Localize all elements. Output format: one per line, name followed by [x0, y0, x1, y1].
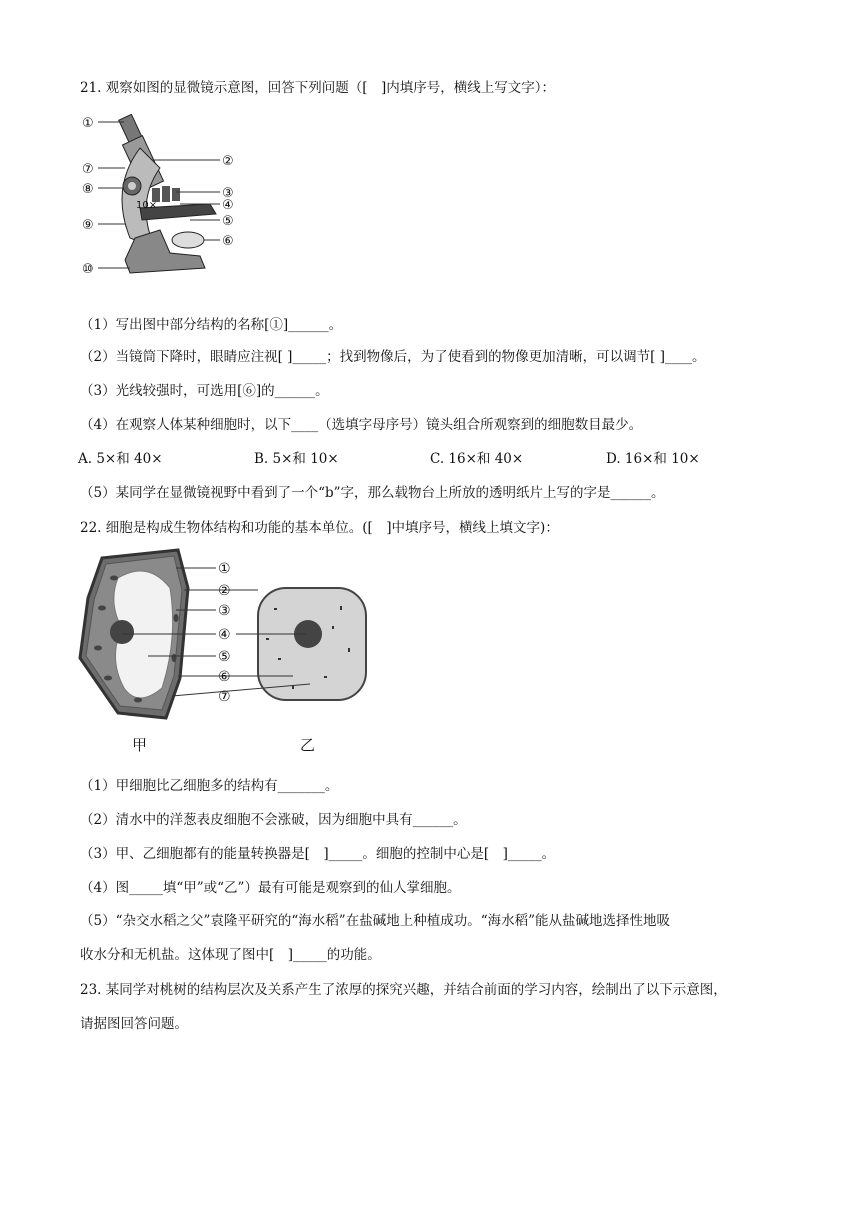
q22-sub5-line2: 收水分和无机盐。这体现了图中[ ]_____的功能。: [80, 947, 381, 963]
q21-sub3: （3）光线较强时，可选用[⑥]的______。: [80, 383, 329, 399]
q22-sub4: （4）图_____填“甲”或“乙”）最有可能是观察到的仙人掌细胞。: [80, 880, 461, 896]
q21-option-a: A. 5×和 40×: [78, 451, 163, 467]
q22-sub5-line1: （5）“杂交水稻之父”袁隆平研究的“海水稻”在盐碱地上种植成功。“海水稻”能从盐碱地选择性地吸: [80, 913, 670, 929]
fig22-label-1: ①: [218, 561, 231, 577]
q23-line2: 请据图回答问题。: [80, 1016, 188, 1032]
q23-line1: 23. 某同学对桃树的结构层次及关系产生了浓厚的探究兴趣，并结合前面的学习内容，绘制出了以下示意图，: [80, 982, 727, 998]
q21-sub5: （5）某同学在显微镜视野中看到了一个“b”字，那么载物台上所放的透明纸片上写的字是______。: [80, 485, 665, 501]
fig21-label-7: ⑦: [82, 162, 94, 177]
q21-option-c: C. 16×和 40×: [430, 451, 524, 467]
fig21-label-6: ⑥: [222, 234, 234, 249]
q21-title: 21. 观察如图的显微镜示意图，回答下列问题（[ ]内填序号，横线上写文字）：: [80, 80, 556, 96]
q22-title: 22. 细胞是构成生物体结构和功能的基本单位。([ ]中填序号，横线上填文字)：: [80, 520, 559, 536]
caption-jia: 甲: [132, 736, 148, 754]
fig21-label-5: ⑤: [222, 214, 234, 229]
fig22-label-2: ②: [218, 583, 231, 599]
q21-sub1: （1）写出图中部分结构的名称[①]______。: [80, 317, 343, 333]
q21-sub4: （4）在观察人体某种细胞时，以下____（选填字母序号）镜头组合所观察到的细胞数目最少。: [80, 417, 643, 433]
fig21-label-10: ⑩: [82, 262, 94, 277]
fig21-lens-mark: 10×: [136, 200, 158, 211]
fig22-label-5: ⑤: [218, 649, 231, 665]
fig21-label-1: ①: [82, 116, 94, 131]
fig22-label-7: ⑦: [218, 689, 231, 705]
cell-figure: [78, 548, 368, 758]
microscope-figure: [80, 108, 240, 283]
fig21-label-9: ⑨: [82, 218, 94, 233]
q21-option-d: D. 16×和 10×: [606, 451, 700, 467]
fig21-label-3: ③: [222, 186, 234, 201]
q21-sub2: （2）当镜筒下降时，眼睛应注视[ ]_____；找到物像后，为了使看到的物像更加清晰，可以调节[ ]____。: [80, 349, 706, 365]
fig22-label-3: ③: [218, 603, 231, 619]
q22-sub3: （3）甲、乙细胞都有的能量转换器是[ ]_____。细胞的控制中心是[ ]_____。: [80, 846, 556, 862]
caption-yi: 乙: [300, 736, 316, 754]
fig22-label-6: ⑥: [218, 669, 231, 685]
fig22-label-4: ④: [218, 627, 231, 643]
fig21-label-4: ④: [222, 198, 234, 213]
q21-option-b: B. 5×和 10×: [254, 451, 339, 467]
q22-sub1: （1）甲细胞比乙细胞多的结构有_______。: [80, 778, 339, 794]
fig21-label-8: ⑧: [82, 182, 94, 197]
q22-sub2: （2）清水中的洋葱表皮细胞不会涨破，因为细胞中具有______。: [80, 812, 467, 828]
fig21-label-2: ②: [222, 154, 234, 169]
